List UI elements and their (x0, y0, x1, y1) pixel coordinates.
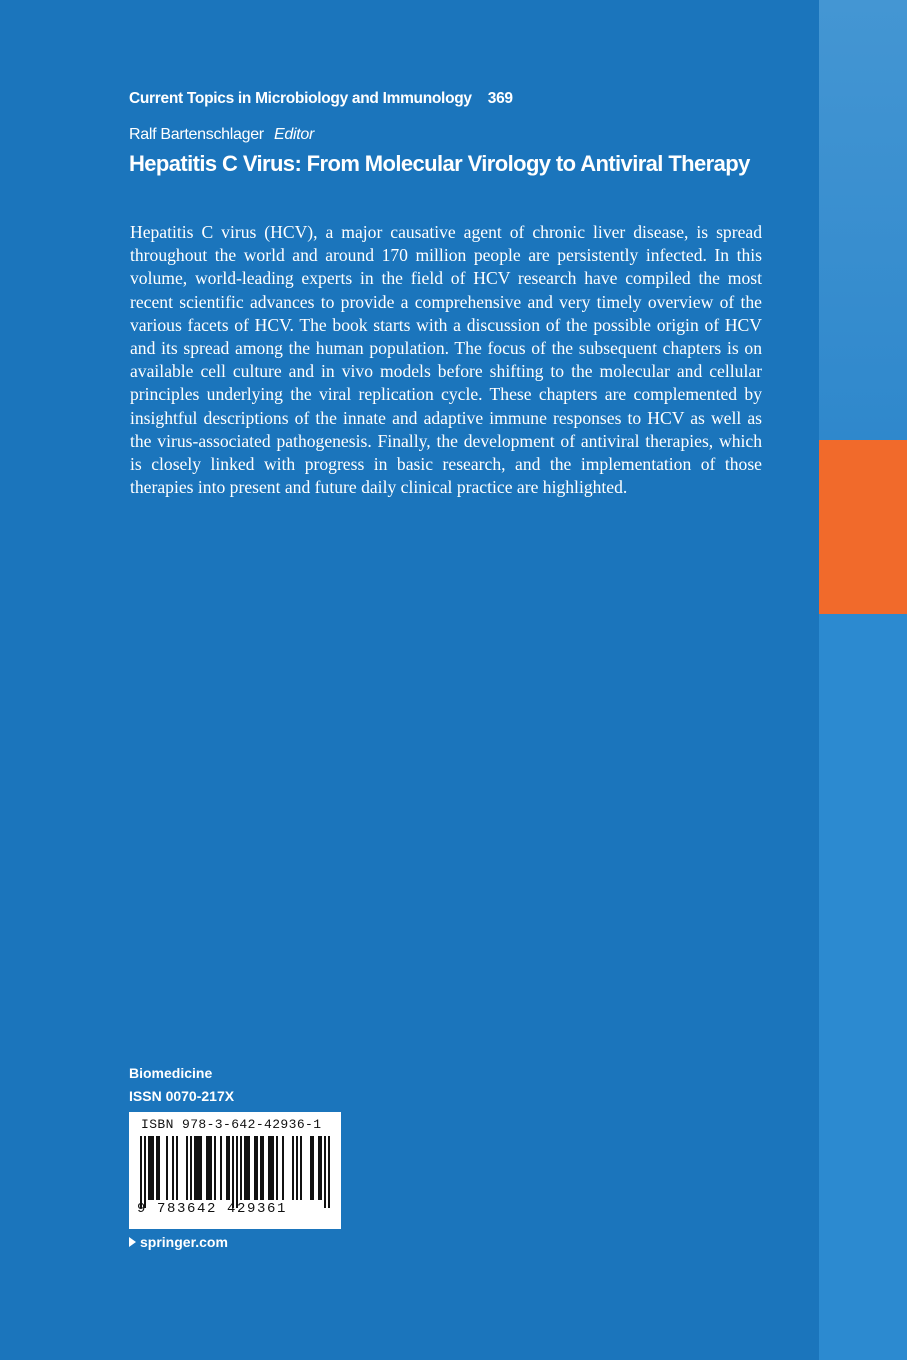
barcode-bar (300, 1136, 302, 1200)
barcode-bar (166, 1136, 168, 1200)
orange-accent-band (819, 440, 907, 614)
barcode-bar (260, 1136, 264, 1200)
publisher-link-text: springer.com (140, 1234, 228, 1250)
spine-strip-highlight (819, 0, 907, 440)
barcode-bar (292, 1136, 294, 1200)
barcode-bar (186, 1136, 188, 1200)
barcode-bar (240, 1136, 242, 1200)
barcode-bar (254, 1136, 258, 1200)
barcode-bar (206, 1136, 212, 1200)
barcode-guard-bar (236, 1136, 238, 1208)
barcode-bar (176, 1136, 178, 1200)
barcode-bar (244, 1136, 250, 1200)
barcode-guard-bar (328, 1136, 330, 1208)
barcode-bar (220, 1136, 222, 1200)
barcode-guard-bar (144, 1136, 146, 1208)
series-volume: 369 (487, 90, 513, 107)
editor-role: Editor (273, 126, 314, 143)
ean-digits: 9 783642 429361 (137, 1201, 288, 1217)
barcode-bar (268, 1136, 274, 1200)
subject-category: Biomedicine (129, 1065, 213, 1081)
barcode-bar (148, 1136, 154, 1200)
barcode-bar (156, 1136, 160, 1200)
book-description: Hepatitis C virus (HCV), a major causative agent of chronic liver disease, is spread throughout the world and around 170 million people are persistently infected. In this volume, world-leading experts in the field of HCV research have compiled the most recent scientific advances to provide a comprehensive and very timely overview of the various facets of HCV. The book starts with a discussion of the possible origin of HCV and its spread among the human population. The focus of the subsequent chapters is on available cell culture and in vivo models before shifting to the molecular and cellular principles underlying the viral replication cycle. These chapters are complemented by insightful descriptions of the innate and adaptive immune responses to HCV as well as the virus-associated pathogenesis. Finally, the development of antiviral therapies, which is closely linked with progress in basic research, and the implementation of those therapies into present and future daily clinical practice are highlighted. (130, 222, 762, 498)
barcode-bar (190, 1136, 192, 1200)
barcode-bar (194, 1136, 202, 1200)
editor-line (129, 126, 314, 144)
publisher-link[interactable] (129, 1234, 228, 1250)
barcode-guard-bar (324, 1136, 326, 1208)
series-name: Current Topics in Microbiology and Immunology (129, 90, 472, 107)
barcode-bar (310, 1136, 314, 1200)
barcode-bar (276, 1136, 278, 1200)
issn: ISSN 0070-217X (129, 1088, 235, 1104)
book-title: Hepatitis C Virus: From Molecular Virology to Antiviral Therapy (129, 151, 750, 176)
barcode-guard-bar (140, 1136, 142, 1208)
barcode-bar (296, 1136, 298, 1200)
barcode-bar (214, 1136, 216, 1200)
barcode-bar (226, 1136, 230, 1200)
series-line (129, 90, 513, 108)
barcode-guard-bar (232, 1136, 234, 1208)
barcode-bar (172, 1136, 174, 1200)
arrow-icon (129, 1237, 136, 1247)
isbn-label: ISBN 978-3-642-42936-1 (141, 1117, 322, 1132)
barcode-box (129, 1112, 341, 1229)
editor-name: Ralf Bartenschlager (129, 126, 264, 143)
barcode-bar (318, 1136, 322, 1200)
barcode-bar (282, 1136, 284, 1200)
